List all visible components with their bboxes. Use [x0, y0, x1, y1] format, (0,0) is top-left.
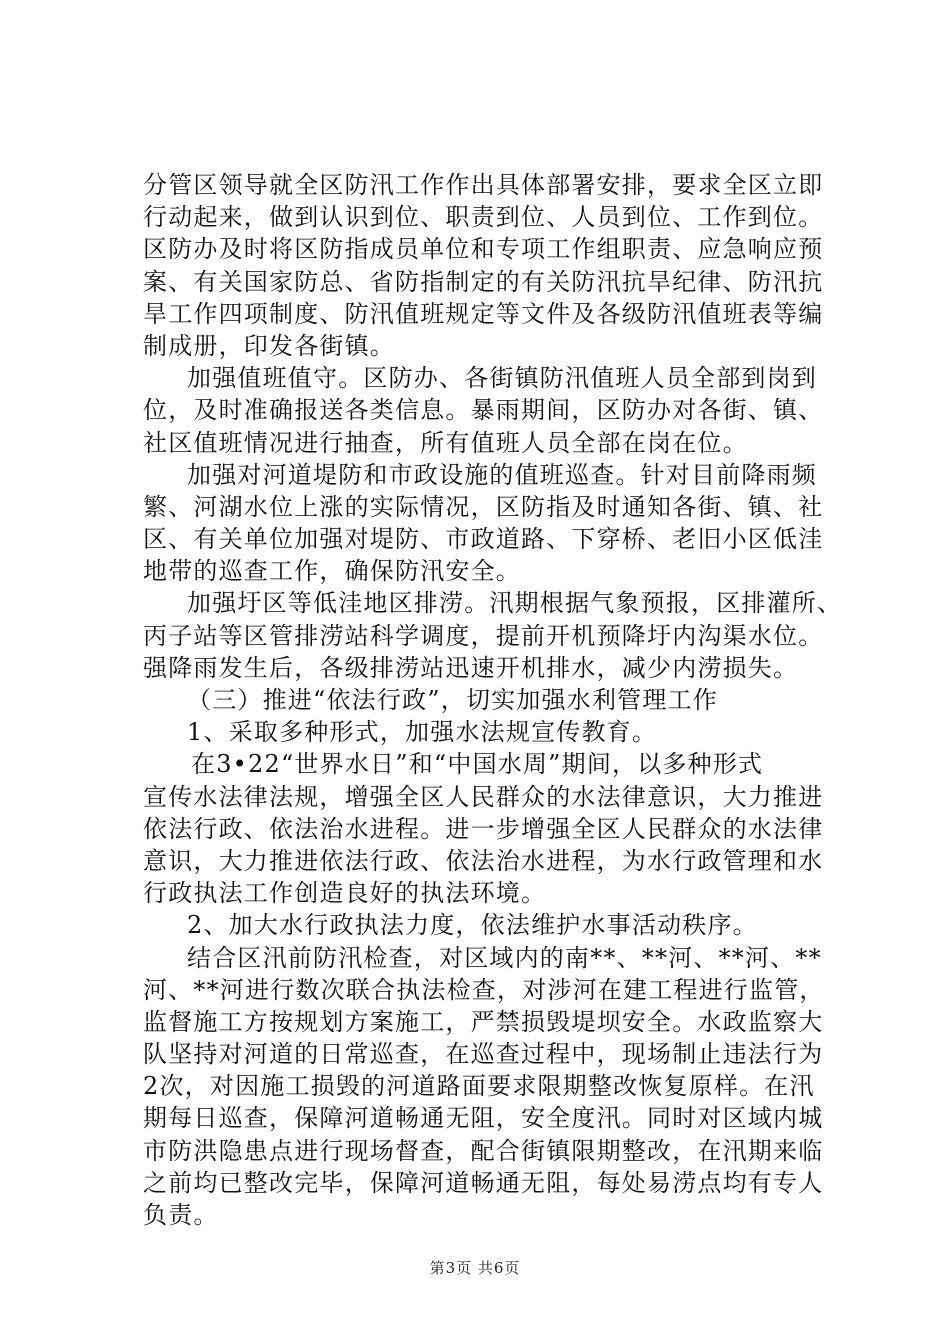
text-line: 结合区汛前防汛检查，对区域内的南**、**河、**河、** — [187, 943, 822, 972]
text-line: 加强对河道堤防和市政设施的值班巡查。针对目前降雨频 — [187, 460, 817, 489]
text-line: 行政执法工作创造良好的执法环境。 — [143, 879, 547, 908]
text-line: （三）推进“依法行政”，切实加强水利管理工作 — [187, 686, 718, 714]
text-line: 位，及时准确报送各类信息。暴雨期间，区防办对各街、镇、 — [143, 396, 824, 425]
text-line: 河、**河进行数次联合执法检查，对涉河在建工程进行监管， — [143, 975, 825, 1004]
text-line: 2次，对因施工损毁的河道路面要求限期整改恢复原样。在汛 — [143, 1072, 815, 1101]
text-line: 丙子站等区管排涝站科学调度，提前开机预降圩内沟渠水位。 — [143, 621, 824, 650]
text-line: 区、有关单位加强对堤防、市政道路、下穿桥、老旧小区低洼 — [143, 525, 824, 554]
page-number-label: 第3页 共6页 — [429, 1259, 521, 1277]
text-line: 社区值班情况进行抽查，所有值班人员全部在岗在位。 — [143, 428, 748, 457]
text-line: 地带的巡查工作，确保防汛安全。 — [143, 557, 521, 586]
text-line: 在3•22“世界水日”和“中国水周”期间，以多种形式 — [191, 750, 764, 779]
text-line: 之前均已整改完毕，保障河道畅通无阻，每处易涝点均有专人 — [143, 1168, 824, 1197]
text-line: 意识，大力推进依法行政、依法治水进程，为水行政管理和水 — [143, 846, 824, 875]
text-line: 加强值班值守。区防办、各街镇防汛值班人员全部到岗到 — [187, 364, 817, 393]
text-line: 区防办及时将区防指成员单位和专项工作组职责、应急响应预 — [143, 235, 824, 264]
text-line: 1、采取多种形式，加强水法规宣传教育。 — [187, 718, 658, 747]
text-line: 强降雨发生后，各级排涝站迅速开机排水，减少内涝损失。 — [143, 653, 799, 682]
text-line: 案、有关国家防总、省防指制定的有关防汛抗旱纪律、防汛抗 — [143, 267, 824, 296]
text-line: 宣传水法律法规，增强全区人民群众的水法律意识，大力推进 — [143, 782, 824, 811]
text-line: 行动起来，做到认识到位、职责到位、人员到位、工作到位。 — [143, 203, 824, 232]
text-line: 分管区领导就全区防汛工作作出具体部署安排，要求全区立即 — [143, 171, 824, 199]
text-line: 依法行政、依法治水进程。进一步增强全区人民群众的水法律 — [143, 814, 824, 843]
text-line: 加强圩区等低洼地区排涝。汛期根据气象预报，区排灌所、 — [187, 589, 843, 618]
text-line: 期每日巡查，保障河道畅通无阻，安全度汛。同时对区域内城 — [143, 1104, 824, 1133]
text-line: 制成册，印发各街镇。 — [143, 331, 395, 360]
text-line: 市防洪隐患点进行现场督查，配合街镇限期整改，在汛期来临 — [143, 1136, 824, 1165]
text-line: 2、加大水行政执法力度，依法维护水事活动秩序。 — [187, 911, 758, 940]
text-line: 负责。 — [143, 1201, 219, 1229]
page-footer — [0, 1257, 950, 1278]
document-body — [143, 169, 843, 1231]
text-line: 监督施工方按规划方案施工，严禁损毁堤坝安全。水政监察大 — [143, 1007, 824, 1036]
text-line: 繁、河湖水位上涨的实际情况，区防指及时通知各街、镇、社 — [143, 492, 824, 521]
text-line: 旱工作四项制度、防汛值班规定等文件及各级防汛值班表等编 — [143, 299, 824, 328]
text-line: 队坚持对河道的日常巡查，在巡查过程中，现场制止违法行为 — [143, 1040, 824, 1069]
